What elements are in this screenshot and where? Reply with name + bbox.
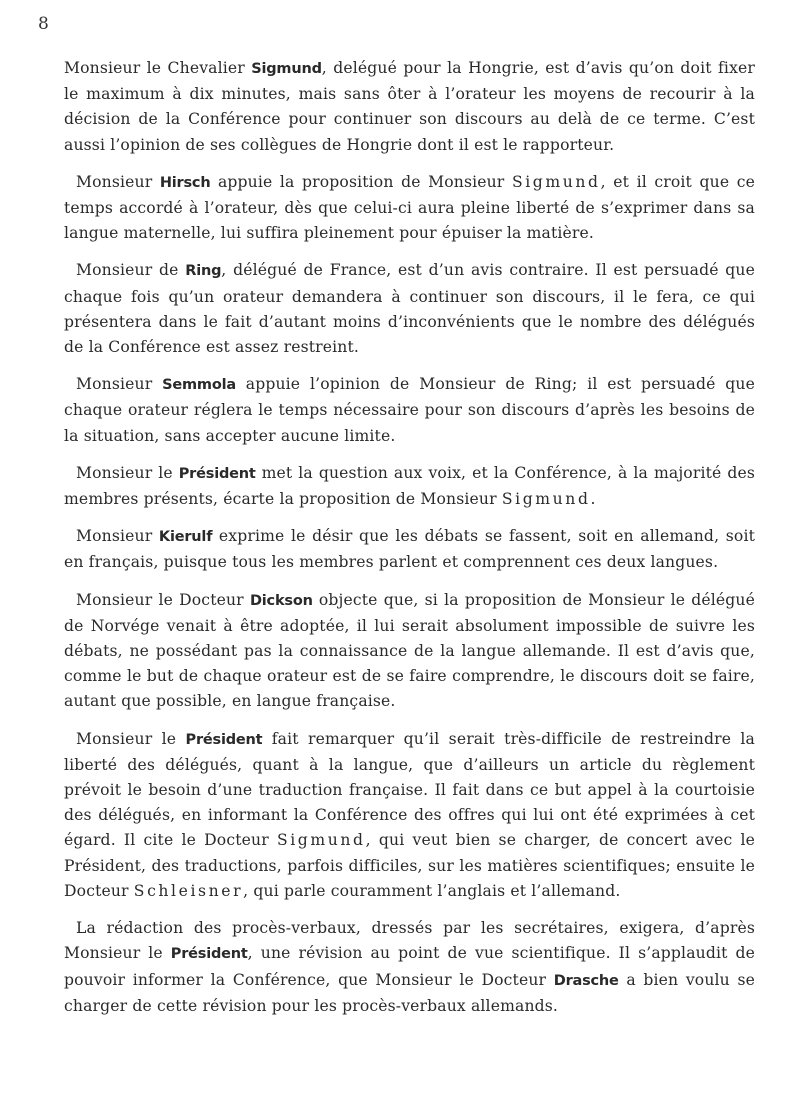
paragraph <box>64 258 755 360</box>
paragraph-text: , et il croit que ce temps accordé à l’orateur, dès que celui-ci aura pleine liberté de s’exprimer dans sa langue maternelle, lui suffira pleinement pour épuiser la matière. <box>64 172 755 243</box>
paragraph <box>64 727 755 904</box>
speaker-name: Semmola <box>162 377 236 394</box>
paragraph-text: Monsieur <box>76 527 159 546</box>
speaker-name: Hirsch <box>159 174 211 191</box>
paragraph-text: Monsieur le <box>76 463 179 482</box>
speaker-name: Ring <box>185 263 222 280</box>
paragraph-text: Monsieur <box>76 375 163 394</box>
paragraph-text: Monsieur le Chevalier <box>64 59 252 77</box>
speaker-name: Président <box>178 465 256 482</box>
paragraph-text: appuie l’opinion de Monsieur de Ring; il est persuadé que chaque orateur réglera le temps nécessaire pour son discours d’après les besoins de la situation, sans accepter aucune limite. <box>64 375 755 445</box>
paragraph-text: met la question aux voix, et la Conférence, à la majorité des membres présents, écarte la proposition de Monsieur <box>64 463 755 509</box>
speaker-name: Sigmund <box>251 61 322 77</box>
speaker-name: Drasche <box>553 972 619 989</box>
paragraph-text: , qui veut bien se charger, de concert avec le Président, des traductions, parfois difficiles, sur les matières scientifiques; ensuite le Docteur <box>64 831 756 900</box>
paragraph-text: , qui parle couramment l’anglais et l’allemand. <box>243 881 621 900</box>
paragraph <box>64 56 755 158</box>
paragraph-text: objecte que, si la proposition de Monsieur le délégué de Norvége venait à être adoptée, il lui serait absolument impossible de suivre les débats, ne possédant pas la connaissance de la langue allemande. Il est d’avis que, comme le but de chaque orateur est de se faire comprendre, le discours doit se faire, autant que possible, en langue française. <box>64 590 755 711</box>
paragraph <box>64 170 755 247</box>
spaced-name: Sigmund <box>511 172 601 191</box>
paragraph-text: , une révision au point de vue scientifique. Il s’applaudit de pouvoir informer la Conférence, que Monsieur le Docteur <box>64 944 756 989</box>
paragraph-text: , delégué pour la Hongrie, est d’avis qu’on doit fixer le maximum à dix minutes, mais sans ôter à l’orateur les moyens de recourir à la décision de la Conférence pour continuer son discours au delà de ce terme. C’est aussi l’opinion de ses collègues de Hongrie dont il est le rapporteur. <box>64 59 755 154</box>
paragraph-text: Monsieur le Docteur <box>76 590 250 609</box>
paragraph-text: fait remarquer qu’il serait très-difficile de restreindre la liberté des délégués, quant à la langue, que d’ailleurs un article du règlement prévoit le besoin d’une traduction française. Il fait dans ce but appel à la courtoisie des délégués, en informant la Conférence des offres qui lui ont été exprimées à cet égard. Il cite le Docteur <box>64 729 755 850</box>
paragraph <box>64 372 755 449</box>
speaker-name: Kierulf <box>158 529 213 546</box>
speaker-name: Président <box>185 731 263 748</box>
paragraph <box>64 916 755 1019</box>
page-number: 8 <box>38 14 49 34</box>
paragraph <box>64 588 755 715</box>
paragraph-text: Monsieur <box>76 172 160 191</box>
spaced-name: Sigmund <box>501 490 591 509</box>
document-body <box>64 56 755 1031</box>
paragraph-text: La rédaction des procès-verbaux, dressés par les secrétaires, exigera, d’après Monsieur le <box>64 919 755 963</box>
speaker-name: Président <box>170 946 248 963</box>
paragraph-text: exprime le désir que les débats se fassent, soit en allemand, soit en français, puisque tous les membres parlent et comprennent ces deux langues. <box>64 527 755 572</box>
paragraph-text: , délégué de France, est d’un avis contraire. Il est persuadé que chaque fois qu’un orateur demandera à continuer son discours, il le fera, ce qui présentera dans le fait d’autant moins d’inconvénients que le nombre des délégués de la Conférence est assez restreint. <box>64 261 755 357</box>
spaced-name: Sigmund <box>276 831 366 850</box>
spaced-name: Schleisner <box>133 881 244 900</box>
paragraph <box>64 461 755 512</box>
speaker-name: Dickson <box>249 592 313 609</box>
paragraph-text: Monsieur de <box>76 261 186 280</box>
paragraph <box>64 524 755 575</box>
paragraph-text: appuie la proposition de Monsieur <box>210 172 512 191</box>
paragraph-text: a bien voulu se charger de cette révision pour les procès-verbaux allemands. <box>64 970 755 1015</box>
paragraph-text: . <box>590 490 596 509</box>
paragraph-text: Monsieur le <box>76 729 186 748</box>
